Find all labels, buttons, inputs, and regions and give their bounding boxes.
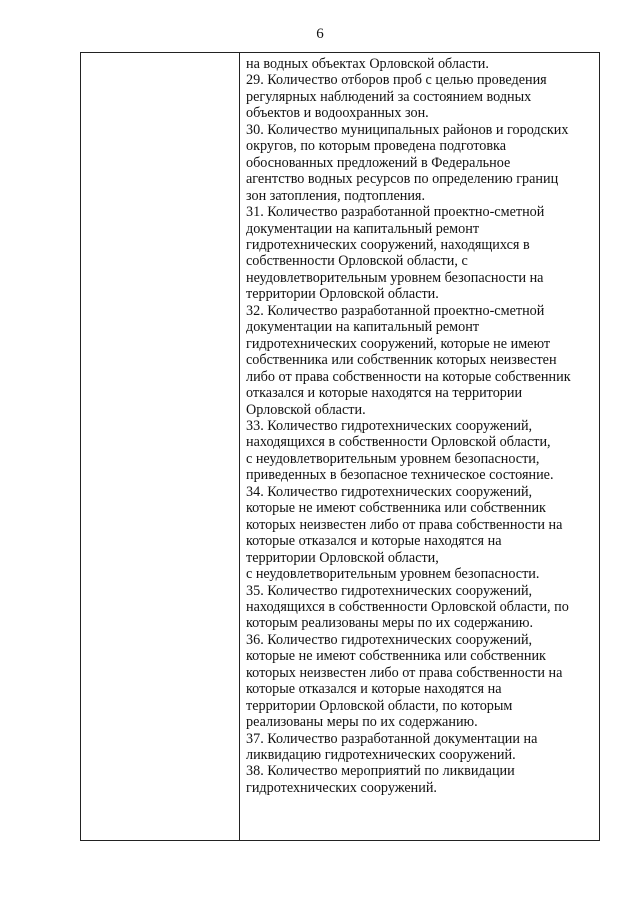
text-line: собственности Орловской области, с (246, 253, 468, 270)
text-line: 36. Количество гидротехнических сооружений, (246, 631, 533, 648)
text-line: гидротехнических сооружений, находящихся в (246, 236, 530, 253)
text-line: на водных объектах Орловской области. (246, 56, 489, 72)
text-line: которых неизвестен либо от права собственности на (246, 516, 563, 533)
page-number: 6 (316, 26, 324, 42)
text-line: обоснованных предложений в Федеральное (246, 154, 511, 171)
text-line: гидротехнических сооружений, которые не имеют (246, 335, 551, 352)
text-line: 33. Количество гидротехнических сооружений, (246, 417, 533, 434)
text-line: с неудовлетворительным уровнем безопасности, (246, 450, 540, 467)
text-line: которые не имеют собственника или собственник (246, 500, 546, 517)
text-line: которые отказался и которые находятся на (246, 681, 502, 698)
text-line: зон затопления, подтопления. (246, 187, 425, 204)
text-line: гидротехнических сооружений. (246, 779, 437, 796)
text-line: реализованы меры по их содержанию. (246, 714, 478, 731)
text-line: округов, по которым проведена подготовка (246, 138, 507, 155)
text-line: 32. Количество разработанной проектно-сметной (246, 302, 545, 319)
text-line: агентство водных ресурсов по определению границ (246, 171, 559, 188)
text-line: 35. Количество гидротехнических сооружений, (246, 582, 533, 599)
text-line: которые отказался и которые находятся на (246, 533, 502, 550)
column-divider (239, 53, 240, 840)
text-line: 37. Количество разработанной документации на (246, 730, 538, 747)
text-line: 30. Количество муниципальных районов и городских (246, 121, 569, 138)
text-line: 34. Количество гидротехнических сооружений, (246, 483, 533, 500)
text-line: 38. Количество мероприятий по ликвидации (246, 763, 515, 780)
text-line: документации на капитальный ремонт (246, 319, 480, 336)
text-line: документации на капитальный ремонт (246, 220, 480, 237)
text-line: территории Орловской области, (246, 549, 439, 566)
text-line: Орловской области. (246, 401, 366, 418)
text-line: находящихся в собственности Орловской области, (246, 434, 551, 451)
text-line: 29. Количество отборов проб с целью проведения (246, 72, 547, 89)
text-line: приведенных в безопасное техническое состояние. (246, 467, 554, 484)
text-line: объектов и водоохранных зон. (246, 105, 429, 122)
text-line: территории Орловской области. (246, 286, 439, 303)
text-line: которым реализованы меры по их содержанию. (246, 615, 534, 632)
text-line: 31. Количество разработанной проектно-сметной (246, 204, 545, 221)
text-line: находящихся в собственности Орловской области, по (246, 598, 569, 615)
text-line: отказался и которые находятся на территории (246, 385, 523, 402)
document-table (80, 52, 600, 841)
text-line: территории Орловской области, по которым (246, 697, 513, 714)
text-line: либо от права собственности на которые собственник (246, 368, 571, 385)
text-line: которые не имеют собственника или собственник (246, 648, 546, 665)
text-line: собственника или собственник которых неизвестен (246, 352, 557, 369)
text-line: которых неизвестен либо от права собственности на (246, 664, 563, 681)
text-line: неудовлетворительным уровнем безопасности на (246, 269, 544, 286)
table-left-cell (81, 53, 239, 840)
text-line: ликвидацию гидротехнических сооружений. (246, 747, 516, 764)
text-line: регулярных наблюдений за состоянием водных (246, 88, 532, 105)
text-line: с неудовлетворительным уровнем безопасности. (246, 566, 540, 583)
table-right-cell (246, 56, 598, 796)
